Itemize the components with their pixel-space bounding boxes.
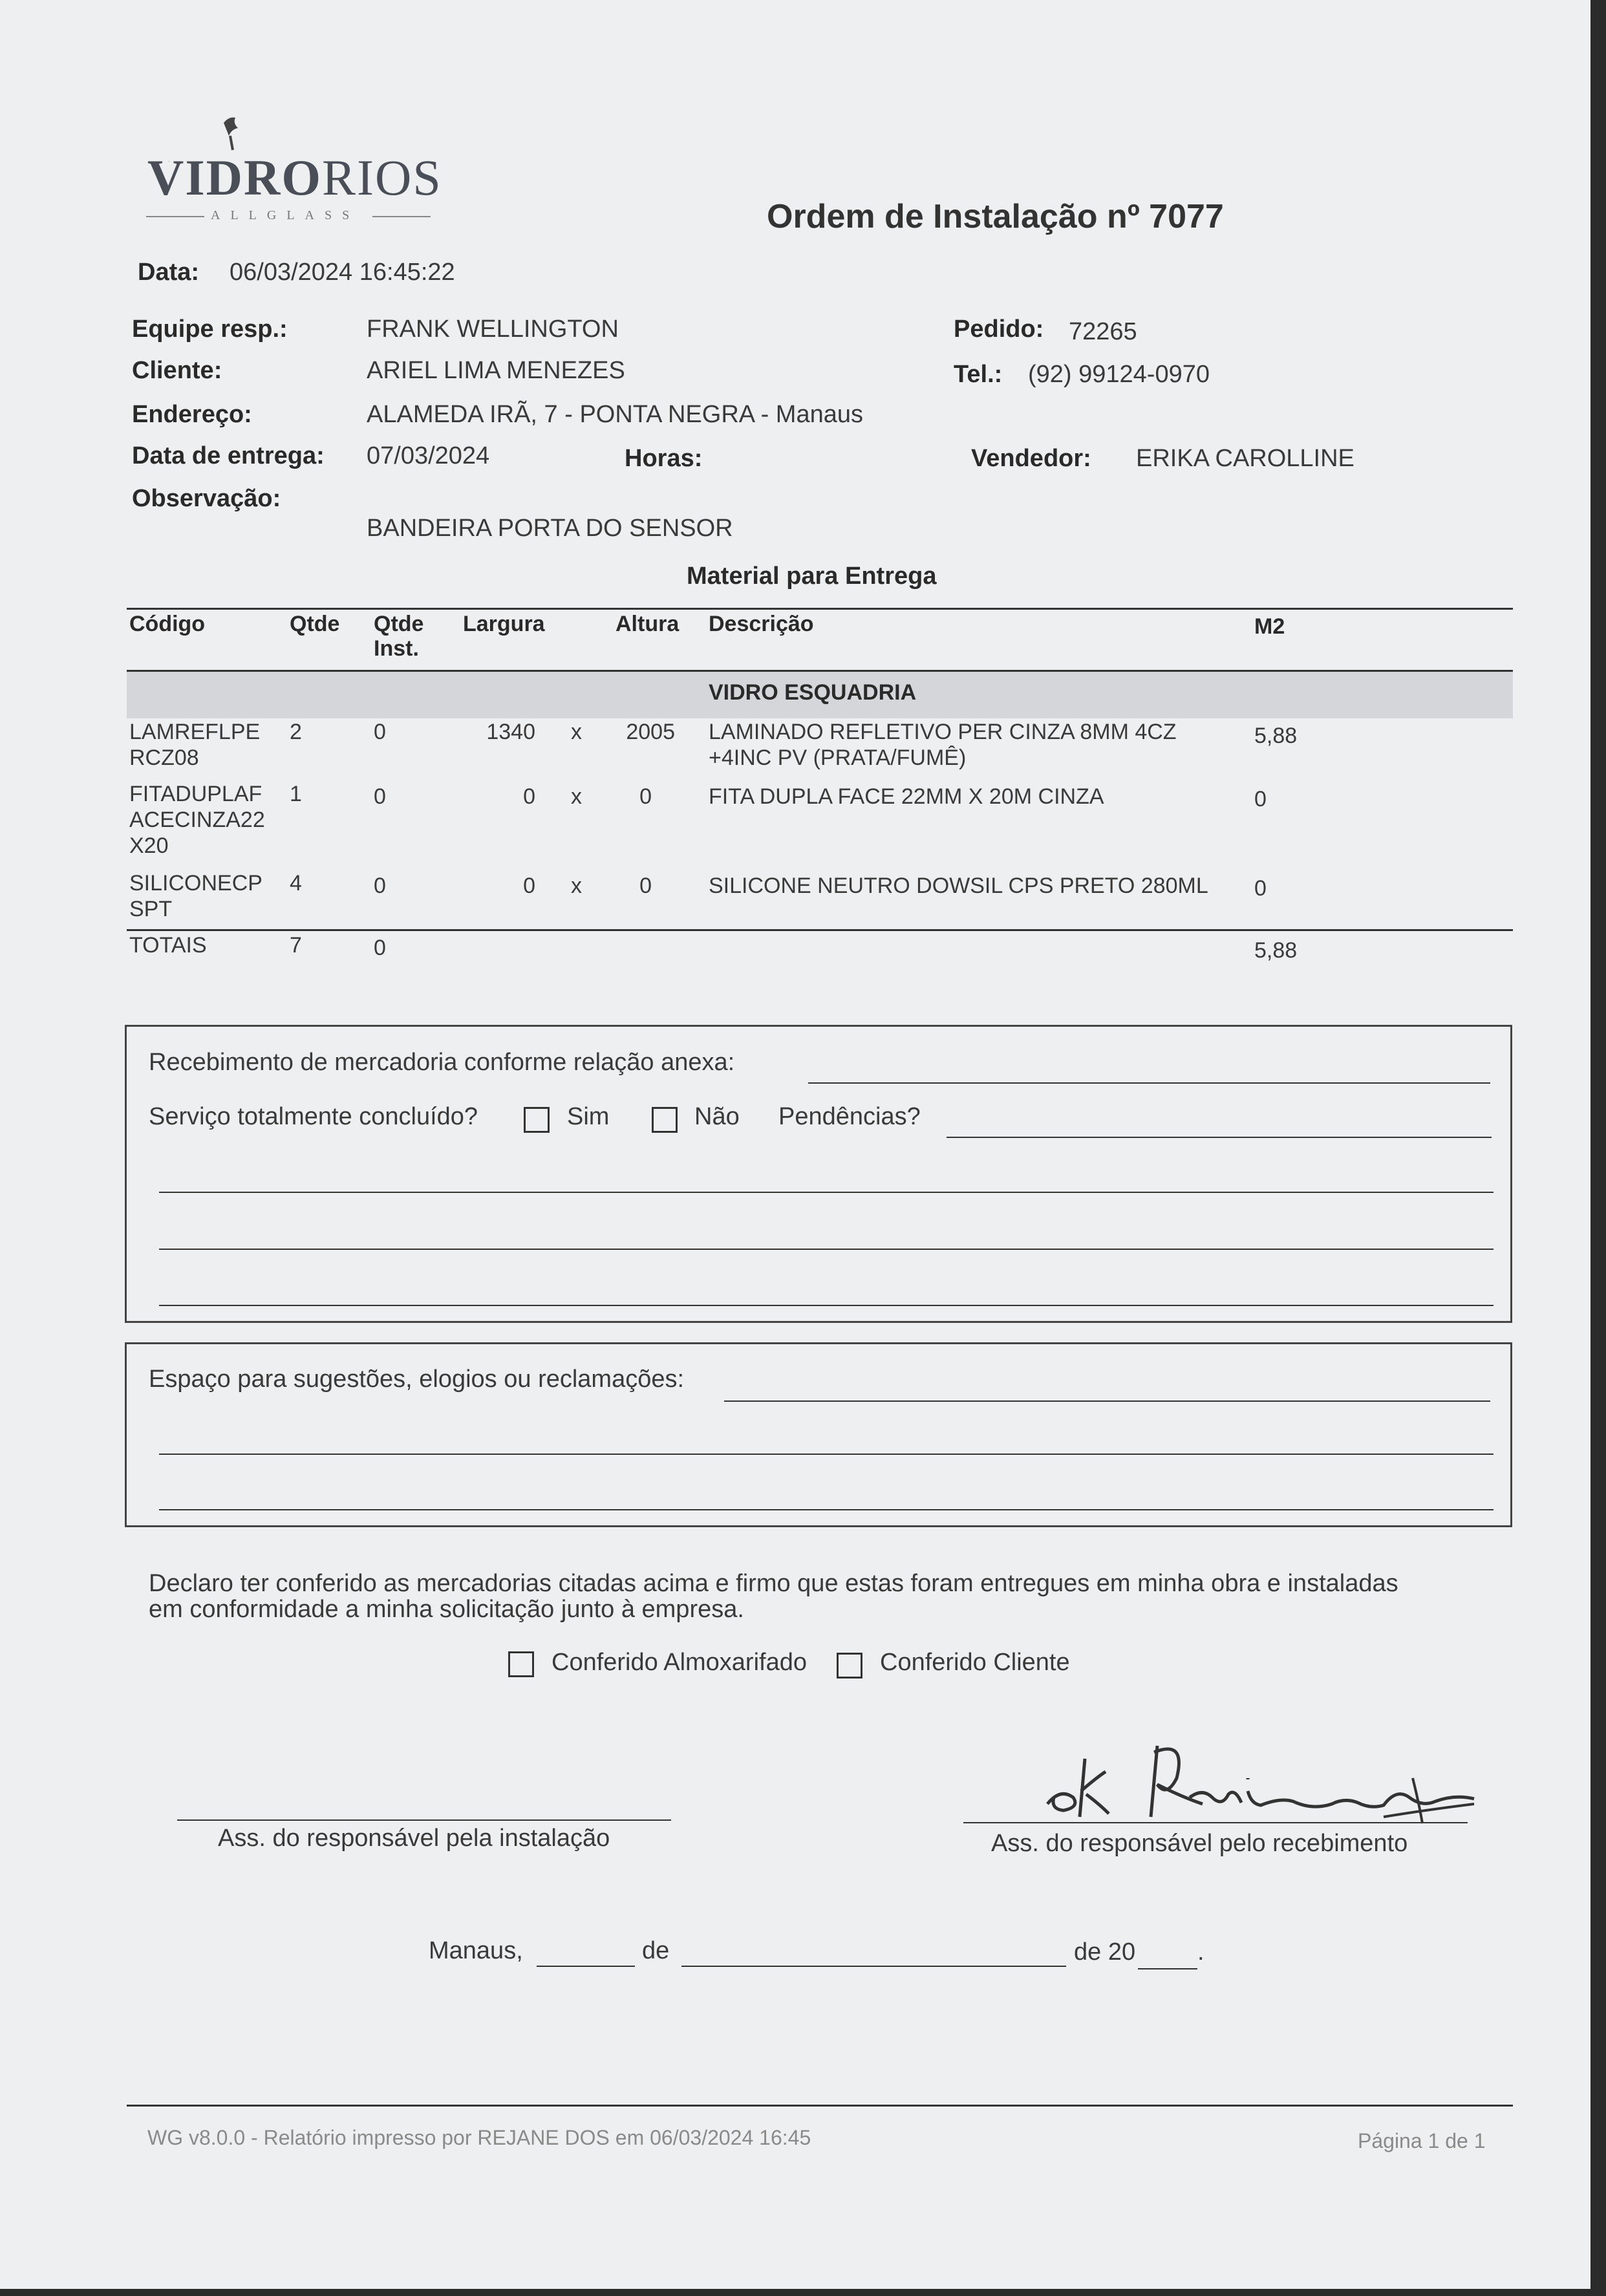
cell-x: x xyxy=(571,874,582,898)
cell-x: x xyxy=(571,784,582,809)
cell-qtde-inst: 0 xyxy=(374,720,386,744)
endereco-label: Endereço: xyxy=(132,401,252,428)
totals-qtde: 7 xyxy=(290,933,302,958)
th-codigo: Código xyxy=(129,612,206,636)
endereco-value: ALAMEDA IRÃ, 7 - PONTA NEGRA - Manaus xyxy=(367,401,863,428)
sim-checkbox[interactable] xyxy=(524,1107,550,1133)
cell-largura: 0 xyxy=(523,874,535,898)
cell-altura: 2005 xyxy=(626,720,675,744)
logo-rios: RIOS xyxy=(322,149,442,206)
receipt-line[interactable] xyxy=(159,1305,1494,1306)
almoxarifado-checkbox[interactable] xyxy=(508,1651,534,1677)
cell-altura: 0 xyxy=(639,874,652,898)
cell-codigo: FITADUPLAF ACECINZA22 X20 xyxy=(129,782,265,858)
cell-qtde-inst: 0 xyxy=(374,784,386,809)
sim-label: Sim xyxy=(567,1103,610,1130)
equipe-value: FRANK WELLINGTON xyxy=(367,316,619,343)
totals-label: TOTAIS xyxy=(129,933,207,958)
recebimento-label: Recebimento de mercadoria conforme relação anexa: xyxy=(149,1049,735,1076)
cell-qtde: 1 xyxy=(290,782,302,806)
suggestions-line[interactable] xyxy=(159,1454,1494,1455)
group-label: VIDRO ESQUADRIA xyxy=(709,680,917,705)
cell-descricao: LAMINADO REFLETIVO PER CINZA 8MM 4CZ +4INC PV (PRATA/FUMÊ) xyxy=(709,720,1177,770)
logo-vidro: VIDRO xyxy=(147,149,323,206)
equipe-label: Equipe resp.: xyxy=(132,316,288,343)
pendencias-label: Pendências? xyxy=(778,1103,921,1130)
cliente-value: ARIEL LIMA MENEZES xyxy=(367,357,625,384)
pedido-label: Pedido: xyxy=(954,316,1044,343)
recebimento-line[interactable] xyxy=(808,1082,1490,1084)
declaration-line-2: em conformidade a minha solicitação junto à empresa. xyxy=(149,1596,744,1623)
servico-label: Serviço totalmente concluído? xyxy=(149,1103,478,1130)
cell-m2: 5,88 xyxy=(1254,724,1298,748)
tel-label: Tel.: xyxy=(954,361,1003,388)
vendedor-value: ERIKA CAROLLINE xyxy=(1136,445,1354,472)
de-label-1: de xyxy=(642,1937,670,1964)
cell-largura: 1340 xyxy=(486,720,535,744)
table-caption: Material para Entrega xyxy=(687,563,937,590)
nao-checkbox[interactable] xyxy=(652,1107,678,1133)
totals-m2: 5,88 xyxy=(1254,938,1298,963)
de-label-2: de 20 xyxy=(1074,1938,1136,1966)
footer-rule xyxy=(127,2105,1513,2107)
suggestions-label: Espaço para sugestões, elogios ou reclamações: xyxy=(149,1366,685,1393)
installer-signature-line[interactable] xyxy=(177,1819,671,1821)
suggestions-line[interactable] xyxy=(724,1400,1490,1402)
receipt-line[interactable] xyxy=(159,1249,1494,1250)
year-line[interactable] xyxy=(1138,1968,1197,1969)
receiver-signature-label: Ass. do responsável pelo recebimento xyxy=(991,1830,1408,1857)
th-descricao: Descrição xyxy=(709,612,814,636)
logo xyxy=(146,91,442,226)
receipt-line[interactable] xyxy=(159,1192,1494,1193)
cell-m2: 0 xyxy=(1254,787,1267,811)
cell-x: x xyxy=(571,720,582,744)
cliente-label: Cliente: xyxy=(132,357,222,384)
suggestions-line[interactable] xyxy=(159,1509,1494,1510)
cell-qtde: 2 xyxy=(290,720,302,744)
day-line[interactable] xyxy=(537,1966,635,1967)
cell-qtde-inst: 0 xyxy=(374,874,386,898)
installer-signature-label: Ass. do responsável pela instalação xyxy=(218,1825,610,1852)
footer-page-number: Página 1 de 1 xyxy=(1358,2129,1486,2152)
entrega-label: Data de entrega: xyxy=(132,442,325,469)
handwritten-signature xyxy=(1034,1726,1487,1830)
data-value: 06/03/2024 16:45:22 xyxy=(230,259,455,286)
cliente-checkbox[interactable] xyxy=(837,1653,862,1679)
page-title: Ordem de Instalação nº 7077 xyxy=(767,198,1224,235)
nao-label: Não xyxy=(694,1103,740,1130)
almoxarifado-label: Conferido Almoxarifado xyxy=(551,1649,807,1676)
cliente-check-label: Conferido Cliente xyxy=(880,1649,1070,1676)
th-m2: M2 xyxy=(1254,614,1285,639)
th-altura: Altura xyxy=(616,612,680,636)
table-top-rule xyxy=(127,608,1513,610)
totals-qtde-inst: 0 xyxy=(374,936,386,960)
cell-codigo: SILICONECP SPT xyxy=(129,871,262,921)
th-qtde: Qtde xyxy=(290,612,340,636)
obs-value: BANDEIRA PORTA DO SENSOR xyxy=(367,515,733,542)
cell-descricao: SILICONE NEUTRO DOWSIL CPS PRETO 280ML xyxy=(709,874,1208,898)
cell-qtde: 4 xyxy=(290,871,302,896)
pendencias-line[interactable] xyxy=(947,1137,1492,1138)
city-label: Manaus, xyxy=(429,1937,523,1964)
vendedor-label: Vendedor: xyxy=(971,445,1091,472)
th-qtde-inst: Qtde Inst. xyxy=(374,612,424,661)
cell-largura: 0 xyxy=(523,784,535,809)
pedido-value: 72265 xyxy=(1069,318,1137,345)
cell-altura: 0 xyxy=(639,784,652,809)
entrega-value: 07/03/2024 xyxy=(367,442,490,469)
horas-label: Horas: xyxy=(625,445,703,472)
declaration-line-1: Declaro ter conferido as mercadorias citadas acima e firmo que estas foram entregues em minha obra e instaladas xyxy=(149,1570,1398,1597)
cell-codigo: LAMREFLPE RCZ08 xyxy=(129,720,261,770)
cell-m2: 0 xyxy=(1254,876,1267,901)
th-largura: Largura xyxy=(463,612,545,636)
period: . xyxy=(1197,1938,1204,1966)
footer-report-info: WG v8.0.0 - Relatório impresso por REJANE DOS em 06/03/2024 16:45 xyxy=(147,2126,811,2149)
month-line[interactable] xyxy=(681,1966,1066,1967)
tel-value: (92) 99124-0970 xyxy=(1028,361,1210,388)
data-label: Data: xyxy=(138,259,200,286)
logo-subtitle: ALLGLASS xyxy=(211,208,360,222)
obs-label: Observação: xyxy=(132,485,281,512)
totals-rule xyxy=(127,929,1513,931)
cell-descricao: FITA DUPLA FACE 22MM X 20M CINZA xyxy=(709,784,1104,809)
